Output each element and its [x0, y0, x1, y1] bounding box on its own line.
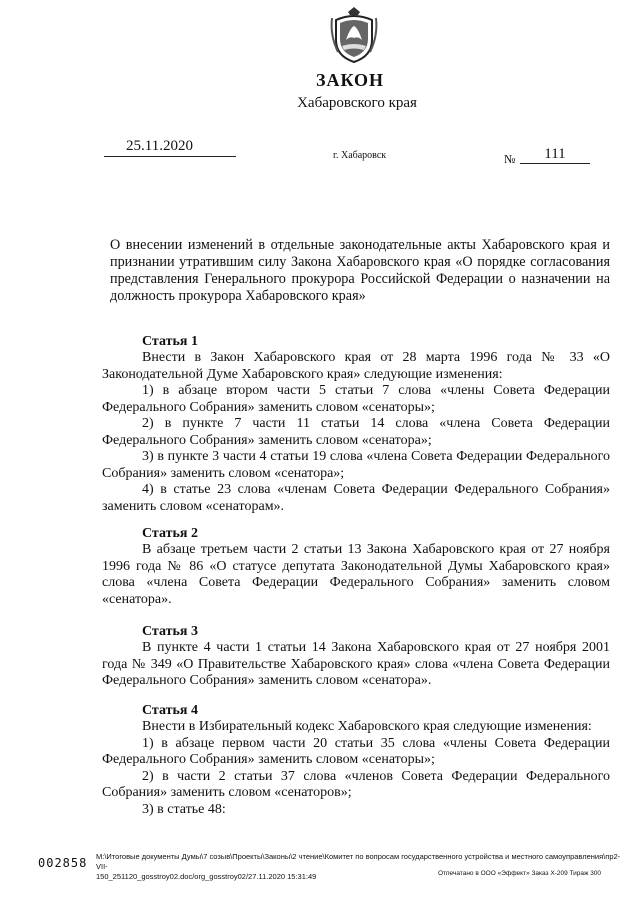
region-subtitle: Хабаровского края — [297, 95, 417, 111]
article-paragraph: 3) в пункте 3 части 4 статьи 19 слова «члена Совета Федерации Федерального Собрания» заменить словом «сенатора»; — [102, 449, 610, 481]
article-title: Статья 4 — [142, 703, 198, 718]
coat-of-arms-emblem — [328, 6, 380, 64]
article-3 — [102, 623, 610, 690]
article-paragraph: 1) в абзаце первом части 20 статьи 35 слова «члены Совета Федерации Федерального Собрания» заменить словом «сенаторы»; — [102, 735, 610, 767]
article-title: Статья 3 — [142, 624, 198, 639]
file-path-line: M:\Итоговые документы Думы\7 созыв\Проекты\Законы\2 чтение\Комитет по вопросам государственного устройства и местного самоуправления\пр2-VII- — [96, 852, 621, 871]
article-paragraph: Внести в Закон Хабаровского края от 28 марта 1996 года № 33 «О Законодательной Думе Хабаровского края» следующие изменения: — [102, 350, 610, 382]
law-city: г. Хабаровск — [333, 150, 387, 161]
article-1 — [102, 333, 610, 515]
file-path-footer — [96, 852, 626, 882]
registration-number: 002858 — [38, 856, 88, 870]
law-heading: О внесении изменений в отдельные законодательные акты Хабаровского края и признании утратившим силу Закона Хабаровского края «О порядке согласования представления Генерального прокурора Российской Федерации о назначении на должность прокурора Хабаровского края» — [110, 237, 610, 304]
article-paragraph: 4) в статье 23 слова «членам Совета Федерации Федерального Собрания» заменить словом «сенаторам». — [102, 482, 610, 514]
article-4 — [102, 702, 610, 818]
article-paragraph: 3) в статье 48: — [142, 801, 226, 817]
article-title: Статья 2 — [142, 526, 198, 541]
article-paragraph: В пункте 4 части 1 статьи 14 Закона Хабаровского края от 27 ноября 2001 года № 349 «О Правительстве Хабаровского края» слова «члена Совета Федерации Федерального Собрания» заменить словом «сенатора». — [102, 640, 610, 688]
print-note: Отпечатано в ООО «Эффект» Заказ Х-209 Тираж 300 — [438, 870, 602, 877]
article-paragraph: 2) в части 2 статьи 37 слова «членов Совета Федерации Федерального Собрания» заменить словом «сенаторов»; — [102, 768, 610, 800]
article-2 — [102, 525, 610, 608]
file-path-line: 150_251120_gosstroy02.doc/org_gosstroy02/27.11.2020 15:31:49 — [96, 872, 317, 881]
document-type-title: ЗАКОН — [315, 70, 385, 90]
law-date: 25.11.2020 — [104, 138, 236, 157]
law-number-label: № — [504, 152, 516, 166]
article-paragraph: В абзаце третьем части 2 статьи 13 Закона Хабаровского края от 27 ноября 1996 года № 86 «О статусе депутата Законодательной Думы Хабаровского края» слова «члена Совета Федерации Федерального Собрания» заменить словом «сенатора». — [102, 542, 610, 607]
law-number: 111 — [520, 146, 590, 164]
article-paragraph: Внести в Избирательный кодекс Хабаровского края следующие изменения: — [142, 719, 592, 734]
article-title: Статья 1 — [142, 334, 198, 349]
article-paragraph: 2) в пункте 7 части 11 статьи 14 слова «члена Совета Федерации Федерального Собрания» заменить словом «сенатора»; — [102, 416, 610, 448]
article-paragraph: 1) в абзаце втором части 5 статьи 7 слова «члены Совета Федерации Федерального Собрания» заменить словом «сенаторы»; — [102, 383, 610, 415]
